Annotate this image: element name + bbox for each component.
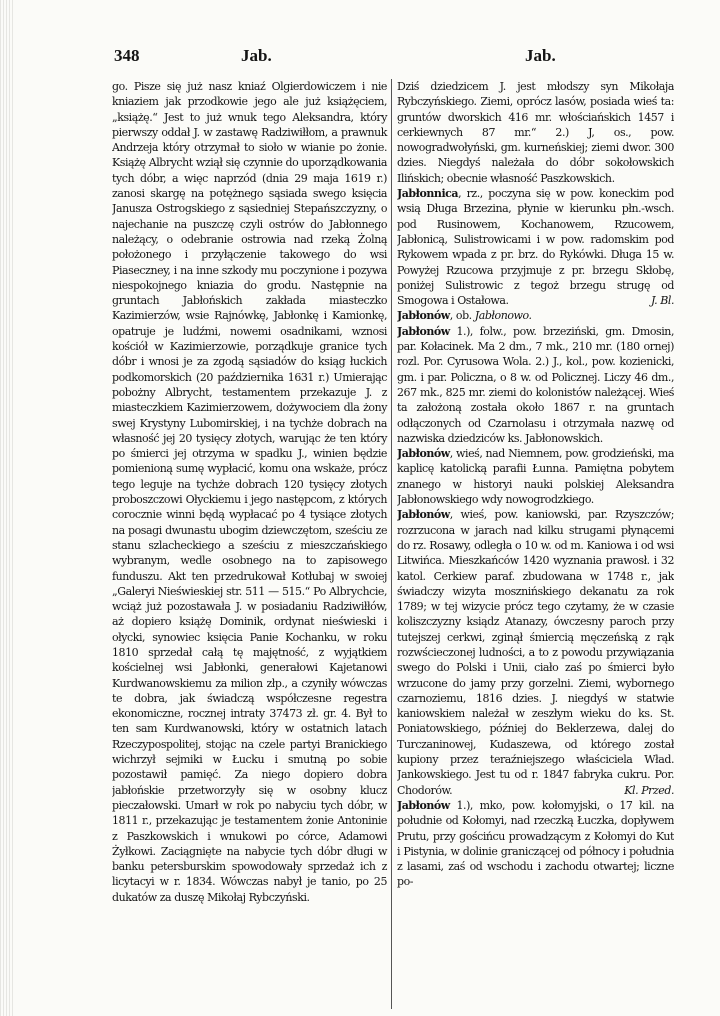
left-column-text: go. Pisze się już nasz kniaź Olgierdowiczem i nie kniaziem jak przodkowie jego ale już książęciem, „książę.“ Jest to już wnuk tego Aleksandra, który pierwszy oddał J. w zastawę Radziwiłłom, a prawnuk Andrzeja który otrzymał to sioło w wianie po żonie. Książę Albrycht wziął się czynnie do uporządkowania tych dóbr, a więc naprzód (dnia 29 maja 1619 r.) zanosi skargę na potężnego sąsiada swego księcia Janusza Ostrogskiego z sąsiedniej Stepańszczyzny, o najechanie na puszczę czyli ostrów do Jabłonnego należący, o odebranie ostrowia nad rzeką Żolną położonego i przyłączenie takowego do wsi Piaseczney, i na inne szkody mu poczynione i pozywa niespokojnego kniazia do grodu. Następnie na gruntach Jabłońskich zakłada miasteczko Kazimierzów, wsie Rajnówkę, Jabłonkę i Kamionkę, opatruje je ludźmi, nowemi osadnikami, wznosi kościół w Kazimierzowie, porządkuje granice tych dóbr i wnosi je za zgodą sąsiadów do ksiąg łuckich podkomorskich (20 października 1631 r.) Umierając pobożny Albrycht, testamentem przekazuje J. z miasteczkiem Kazimierzowem, dożywociem dla żony swej Krystyny Lubomirskiej, i na tychże dobrach na własność jej 20 tysięcy złotych, warując że ten który po śmierci jej otrzyma w spadku J., winien będzie pomienioną sumę wypłacić, komu ona wskaże, prócz tego leguje na tychże dobrach 120 tysięcy złotych proboszczowi Ołyckiemu i jego następcom, z których corocznie winni będą wypłacać po 4 tysiące złotych na posagi dwunastu ubogim dziewczętom, sześciu ze stanu szlacheckiego a sześciu z mieszczańskiego wybranym, wedle osobnego na to zapisowego funduszu. Akt ten przedrukował Kotłubaj w swoiej „Galeryi Nieświeskiej str. 511 — 515.“ Po Albrychcie, wciąż już pozostawała J. w posiadaniu Radziwiłłów, aż dopiero książę Dominik, ordynat nieświeski i ołycki, synowiec księcia Panie Kochanku, w roku 1810 sprzedał całą tę majętność, z wyjątkiem kościelnej wsi Jabłonki, generałowi Kajetanowi Kurdwanowskiemu za milion złp., a czyniły wówczas te dobra, jak świadczą współczesne regestra ekonomiczne, rocznej intraty 37473 zł. gr. 4. Był to ten sam Kurdwanowski, który w ostatnich latach Rzeczypospolitej, stojąc na czele partyi Branickiego wichrzył sejmiki w Łucku i smutną po sobie pozostawił pamięć. Za niego dopiero dobra jabłońskie przetworzyły się w osobny klucz pieczałowski. Umarł w rok po nabyciu tych dóbr, w 1811 r., przekazując je testamentem żonie Antoninie z Paszkowskich i wnukowi po córce, Adamowi Żyłkowi. Zaciągnięte na nabycie tych dóbr długi w banku petersburskim spowodowały sprzedaż ich z licytacyi w r. 1834. Wówczas nabył je tanio, po 25 dukatów za duszę Mikołaj Rybczyński.: [112, 80, 387, 904]
entry-headword: Jabłonów: [397, 508, 450, 522]
entry-text: 1.), mko, pow. kołomyjski, o 17 kil. na południe od Kołomyi, nad rzeczką Łuczka, dopływem Prutu, przy gościńcu prowadzącym z Kołomyi do Kut i Pistynia, w dolinie graniczącej od północy i południa z lasami, zaś od wschodu i zachodu otwartej; liczne po-: [397, 798, 674, 889]
entry-jablonow-kaniowski: [397, 507, 674, 798]
entry-headword: Jabłonów: [397, 447, 450, 461]
entry-jablonow-continuation: [397, 79, 674, 186]
entry-jablonow-brzezinski: [397, 324, 674, 446]
entry-jablonnica: [397, 186, 674, 308]
entry-crossref: Jabłonowo.: [474, 309, 532, 323]
page-header: [114, 46, 600, 68]
entry-headword: Jabłonów: [397, 309, 450, 323]
entry-headword: Jabłonów: [397, 324, 450, 338]
entry-text: , rz., poczyna się w pow. koneckim pod wsią Długa Brzezina, płynie w kierunku płn.-wsch. pod Rusinowem, Kochanowem, Rzucowem, Jabłonicą, Sulistrowicami i w pow. radomskim pod Rykowem wpada z pr. brz. do Rykówki. Długa 15 w. Powyżej Rzucowa przyjmuje z pr. brzegu Skłobę, poniżej Sulistrowic z tegoż brzegu strugę od Smogowa i Ostałowa.: [397, 187, 674, 308]
left-running-title: Jab.: [241, 46, 272, 65]
entry-headword: Jabłonnica: [397, 187, 459, 201]
left-column: [112, 79, 392, 1009]
entry-text: Dziś dziedzicem J. jest młodszy syn Mikołaja Rybczyńskiego. Ziemi, oprócz lasów, posiada wieś ta: gruntów dworskich 416 mr. włościańskich 1457 i cerkiewnych 87 mr.“ 2.) J, os., pow. nowogradwołyński, gm. kurneńskiej; ziemi dwor. 300 dzies. Niegdyś należała do dóbr sokołowskich Ilińskich; obecnie własność Paszkowskich.: [397, 80, 674, 185]
entry-signature: Kl. Przed.: [624, 783, 674, 797]
entry-text: , ob.: [449, 309, 475, 323]
page-edge-binding: [0, 0, 14, 1016]
entry-jablonow-grodzienski: [397, 446, 674, 507]
page-number: 348: [114, 46, 140, 65]
entry-text: 1.), folw., pow. brzeziński, gm. Dmosin, par. Kołacinek. Ma 2 dm., 7 mk., 210 mr. (180 ornej) rozl. Por. Cyrusowa Wola. 2.) J., kol., pow. kozienicki, gm. i par. Policzna, o 8 w. od Policznej. Liczy 46 dm., 267 mk., 825 mr. ziemi do kolonistów należącej. Wieś ta założoną została około 1867 r. na gruntach odłączonych od Czarnolasu i otrzymała nazwę od nazwiska dziedziców ks. Jabłonowskich.: [397, 324, 674, 445]
entry-headword: Jabłonów: [397, 798, 450, 812]
entry-signature: J. Bl.: [651, 294, 674, 308]
right-running-title: Jab.: [525, 46, 556, 65]
entry-text: , wieś, pow. kaniowski, par. Rzyszczów; rozrzucona w jarach nad kilku strugami płynącemi do rz. Rosawy, odległa o 10 w. od m. Kaniowa i od wsi Litwińca. Mieszkańców 1420 wyznania prawosł. i 32 katol. Cerkiew paraf. zbudowana w 1748 r., jak świadczy wizyta mosznińskiego dekanatu za rok 1789; w tej wizycie prócz tego czytamy, że w czasie koliszczyzny ksiądz Atanazy, ówczesny paroch przy tutejszej cerkwi, zginął śmiercią męczeńską z rąk rozwścieczonej ludności, a to z powodu przywiązania swego do Polski i Unii, ciało zaś po śmierci było wrzucone do jamy przy gorzelni. Ziemi, wybornego czarnoziemu, 1816 dzies. J. niegdyś w statwie kaniowskiem należał w zeszłym wieku do ks. St. Poniatowskiego, później do Beklerzewa, dalej do Turczaninowej, Kudaszewa, od którego został kupiony przez teraźniejszego właściciela Wład. Jankowskiego. Jest tu od r. 1847 fabryka cukru. Por. Chodorów.: [397, 508, 674, 797]
entry-jablonow-ref: [397, 308, 674, 323]
entry-jablonow-kolomyjski: [397, 798, 674, 890]
right-column: [397, 79, 674, 1009]
entry-text: , wieś, nad Niemnem, pow. grodzieński, ma kaplicę katolicką parafii Łunna. Pamiętna pobytem znanego w historyi nauki polskiej Aleksandra Jabłonowskiego wdy nowogrodzkiego.: [397, 447, 674, 507]
